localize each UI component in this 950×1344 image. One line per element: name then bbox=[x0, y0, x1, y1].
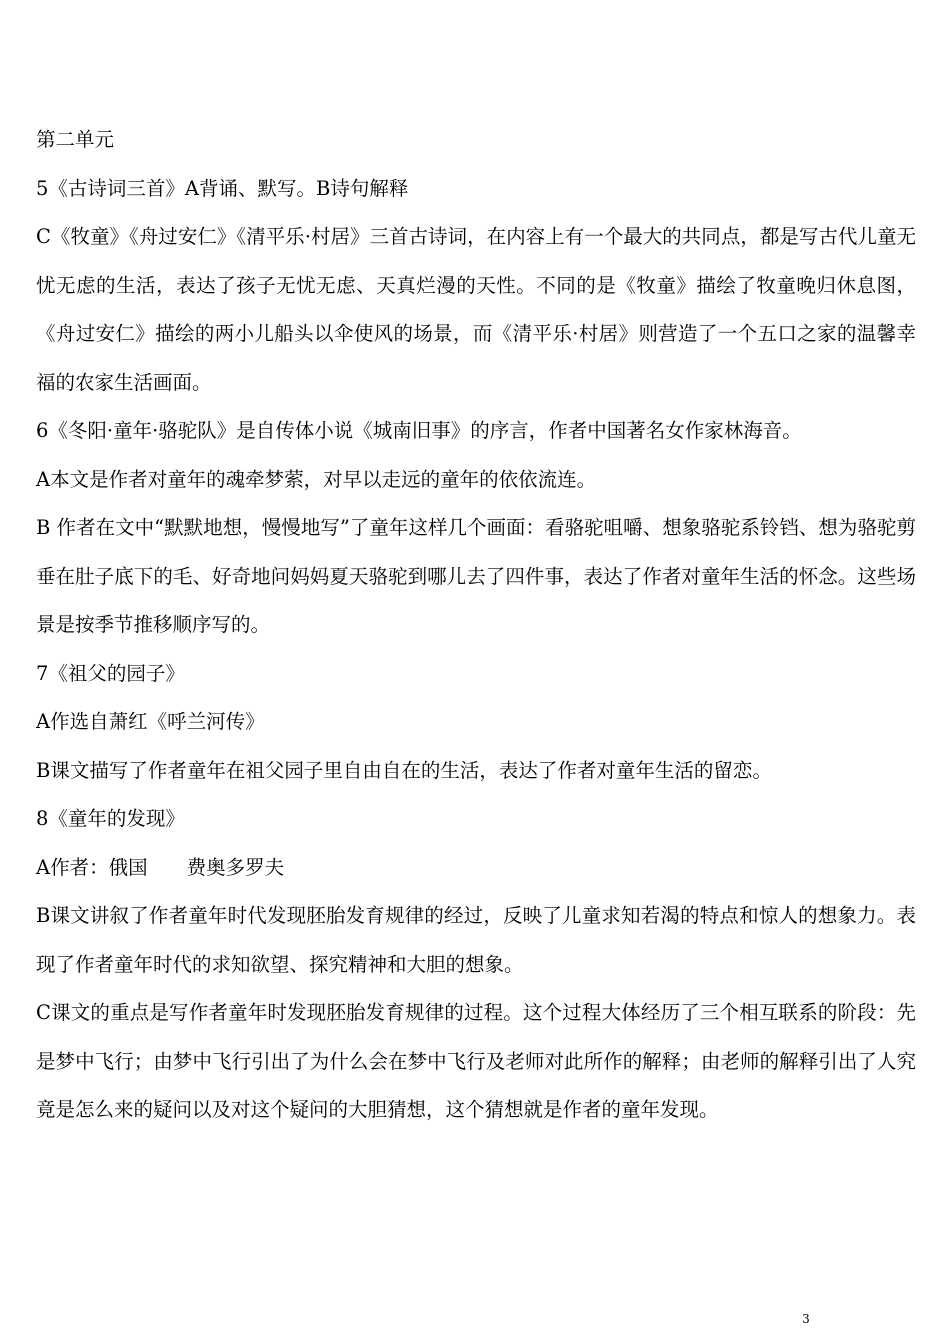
lesson-8-paragraph-c: C课文的重点是写作者童年时发现胚胎发育规律的过程。这个过程大体经历了三个相互联系的阶段：先是梦中飞行；由梦中飞行引出了为什么会在梦中飞行及老师对此所作的解释；由老师的解释引出了人究竟是怎么来的疑问以及对这个疑问的大胆猜想，这个猜想就是作者的童年发现。 bbox=[36, 1001, 916, 1121]
page-number: 3 bbox=[802, 1312, 810, 1326]
section-heading: 第二单元 bbox=[36, 128, 115, 151]
lesson-5-paragraph-c: C《牧童》《舟过安仁》《清平乐·村居》三首古诗词，在内容上有一个最大的共同点，都是写古代儿童无忧无虑的生活，表达了孩子无忧无虑、天真烂漫的天性。不同的是《牧童》描绘了牧童晚归休息图，《舟过安仁》描绘的两小儿船头以伞使风的场景，而《清平乐·村居》则营造了一个五口之家的温馨幸福的农家生活画面。 bbox=[36, 225, 916, 394]
lesson-7-paragraph-a: A作选自萧红《呼兰河传》 bbox=[36, 710, 265, 733]
lesson-5-heading: 5《古诗词三首》A背诵、默写。B诗句解释 bbox=[36, 176, 409, 200]
lesson-6-paragraph-b: B 作者在文中“默默地想，慢慢地写”了童年这样几个画面：看骆驼咀嚼、想象骆驼系铃铛、想为骆驼剪垂在肚子底下的毛、好奇地问妈妈夏天骆驼到哪儿去了四件事，表达了作者对童年生活的怀念。这些场景是按季节推移顺序写的。 bbox=[36, 516, 916, 636]
document-body bbox=[36, 116, 916, 1135]
lesson-7-heading: 7《祖父的园子》 bbox=[36, 661, 185, 685]
lesson-8-heading: 8《童年的发现》 bbox=[36, 807, 185, 830]
lesson-6-heading: 6《冬阳·童年·骆驼队》是自传体小说《城南旧事》的序言，作者中国著名女作家林海音。 bbox=[36, 419, 802, 442]
lesson-6-paragraph-a: A本文是作者对童年的魂牵梦萦，对早以走远的童年的依依流连。 bbox=[36, 467, 597, 491]
lesson-8-paragraph-b: B课文讲叙了作者童年时代发现胚胎发育规律的经过，反映了儿童求知若渴的特点和惊人的想象力。表现了作者童年时代的求知欲望、探究精神和大胆的想象。 bbox=[36, 904, 916, 976]
lesson-7-paragraph-b: B课文描写了作者童年在祖父园子里自由自在的生活，表达了作者对童年生活的留恋。 bbox=[36, 758, 772, 782]
lesson-8-paragraph-a: A作者：俄国 费奥多罗夫 bbox=[36, 855, 285, 879]
